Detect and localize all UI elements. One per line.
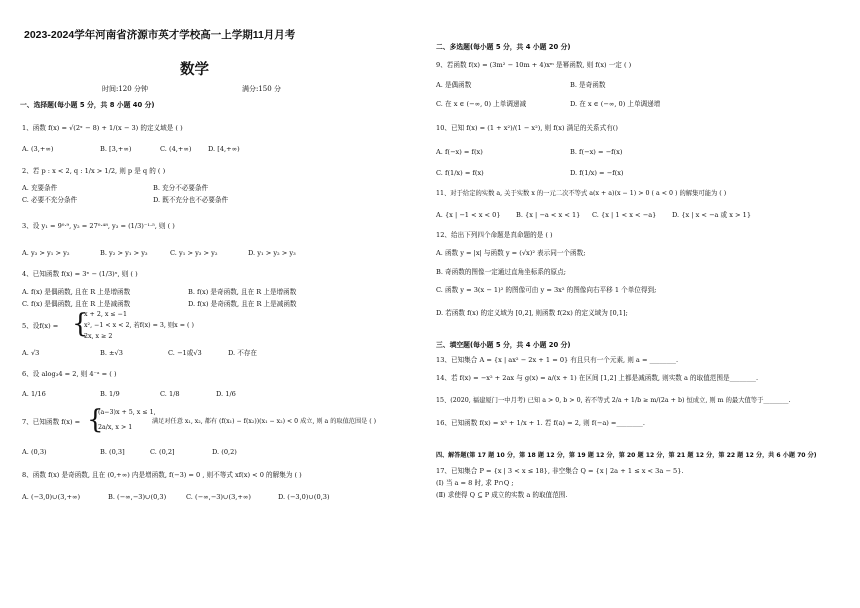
q3-option-a: A. y₃ > y₁ > y₂ <box>22 249 70 257</box>
q7-option-a: A. (0,3) <box>22 448 47 456</box>
q5-case-1: x + 2, x ≤ −1 <box>84 311 127 318</box>
q4-option-b: B. f(x) 是奇函数, 且在 R 上是增函数 <box>188 288 297 296</box>
section-heading-choice: 一、选择题(每小题 5 分，共 8 小题 40 分) <box>20 101 155 109</box>
q10-option-b: B. f(−x) = −f(x) <box>570 148 623 156</box>
q5-option-d: D. 不存在 <box>228 349 258 357</box>
q1-option-c: C. (4,+∞) <box>160 145 192 153</box>
q5-brace: { <box>72 309 89 339</box>
q4-option-a: A. f(x) 是偶函数, 且在 R 上是增函数 <box>22 288 131 296</box>
question-10: 10、已知 f(x) = (1 + x²)/(1 − x²), 则 f(x) 满足的关系式有() <box>436 124 618 132</box>
question-7-condition: 满足对任意 x₁, x₂, 都有 (f(x₁) − f(x₂))(x₁ − x₂) < 0 成立, 则 a 的取值范围是 ( ) <box>152 418 377 425</box>
q8-option-d: D. (−3,0)∪(0,3) <box>278 493 330 501</box>
q11-option-d: D. {x | x < −a 或 x > 1} <box>672 211 752 219</box>
question-13: 13、已知集合 A = {x | ax² − 2x + 1 = 0} 有且只有一个元素, 则 a = ________. <box>436 356 679 364</box>
question-15: 15、(2020, 福建厦门一中月考) 已知 a > 0, b > 0, 若不等式 2/a + 1/b ≥ m/(2a + b) 恒成立, 则 m 的最大值等于________. <box>436 397 791 404</box>
q3-option-c: C. y₁ > y₃ > y₂ <box>170 249 218 257</box>
q6-option-b: B. 1/9 <box>100 390 120 398</box>
exam-title: 2023-2024学年河南省济源市英才学校高一上学期11月月考 <box>24 29 296 41</box>
question-16: 16、已知函数 f(x) = x³ + 1/x + 1. 若 f(a) = 2, 则 f(−a) =________. <box>436 419 645 427</box>
q11-option-c: C. {x | 1 < x < −a} <box>592 211 657 219</box>
question-17-part-2: (Ⅱ) 求使得 Q ⊆ P 成立的实数 a 的取值范围. <box>436 491 568 499</box>
section-heading-answer: 四、解答题(第 17 题 10 分，第 18 题 12 分，第 19 题 12 分，第 20 题 12 分，第 21 题 12 分，第 22 题 12 分，共 6 小题 70 分) <box>436 452 817 459</box>
subject-title: 数学 <box>180 62 209 78</box>
question-6: 6、设 alog₃4 = 2, 则 4⁻ᵃ = ( ) <box>22 370 117 378</box>
q5-case-2: x², −1 < x < 2, 若f(x) = 3, 则x = ( ) <box>84 322 194 329</box>
q10-option-c: C. f(1/x) = f(x) <box>436 169 484 177</box>
q7-option-d: D. (0,2) <box>212 448 237 456</box>
question-14: 14、若 f(x) = −x² + 2ax 与 g(x) = a/(x + 1) 在区间 [1,2] 上都是减函数, 则实数 a 的取值范围是________. <box>436 374 759 382</box>
q10-option-a: A. f(−x) = f(x) <box>436 148 483 156</box>
q8-option-b: B. (−∞,−3)∪(0,3) <box>108 493 167 501</box>
q6-option-c: C. 1/8 <box>160 390 180 398</box>
q3-option-d: D. y₁ > y₂ > y₃ <box>248 249 296 257</box>
q8-option-c: C. (−∞,−3)∪(3,+∞) <box>186 493 251 501</box>
q5-option-a: A. √3 <box>22 349 40 357</box>
q9-option-b: B. 是奇函数 <box>570 81 606 89</box>
q5-option-c: C. −1或√3 <box>168 349 202 357</box>
question-2: 2、若 p : x < 2, q : 1/x > 1/2, 则 p 是 q 的 ( ) <box>22 167 166 175</box>
question-8: 8、函数 f(x) 是奇函数, 且在 (0,+∞) 内是增函数, f(−3) = 0 , 则不等式 xf(x) < 0 的解集为 ( ) <box>22 471 302 479</box>
q1-option-b: B. [3,+∞) <box>100 145 132 153</box>
q12-option-b: B. 奇函数的图像一定通过直角坐标系的原点; <box>436 268 566 276</box>
q9-option-a: A. 是偶函数 <box>436 81 472 89</box>
q7-option-c: C. (0,2] <box>150 448 175 456</box>
q12-option-a: A. 函数 y = |x| 与函数 y = (√x)² 表示同一个函数; <box>436 249 586 257</box>
q7-case-2: 2a/x, x > 1 <box>98 424 133 431</box>
q3-option-b: B. y₂ > y₁ > y₃ <box>100 249 148 257</box>
q2-option-b: B. 充分不必要条件 <box>153 184 209 192</box>
q1-option-a: A. (3,+∞) <box>22 145 54 153</box>
question-11: 11、对于给定的实数 a, 关于实数 x 的一元二次不等式 a(x + a)(x − 1) > 0 ( a < 0 ) 的解集可能为 ( ) <box>436 190 727 197</box>
exam-time: 时间:120 分钟 <box>102 85 148 93</box>
exam-score: 满分:150 分 <box>242 85 281 93</box>
question-9: 9、若函数 f(x) = (3m² − 10m + 4)xᵐ 是幂函数, 则 f(x) 一定 ( ) <box>436 61 632 69</box>
section-heading-multi: 二、多选题(每小题 5 分，共 4 小题 20 分) <box>436 43 571 51</box>
q11-option-b: B. {x | −a < x < 1} <box>516 211 581 219</box>
q1-option-d: D. [4,+∞) <box>208 145 240 153</box>
q4-option-c: C. f(x) 是偶函数, 且在 R 上是减函数 <box>22 300 131 308</box>
q6-option-d: D. 1/6 <box>216 390 236 398</box>
q9-option-d: D. 在 x ∈ (−∞, 0) 上单调递增 <box>570 100 661 108</box>
question-12: 12、给出下列四个命题是真命题的是 ( ) <box>436 231 553 239</box>
q12-option-d: D. 若函数 f(x) 的定义域为 [0,2], 则函数 f(2x) 的定义域为 [0,1]; <box>436 309 628 317</box>
q8-option-a: A. (−3,0)∪(3,+∞) <box>22 493 81 501</box>
q12-option-c: C. 函数 y = 3(x − 1)² 的图像可由 y = 3x² 的图像向右平移 1 个单位得到; <box>436 286 657 294</box>
section-heading-fill: 三、填空题(每小题 5 分，共 4 小题 20 分) <box>436 341 571 349</box>
question-3: 3、设 y₁ = 9⁰·⁹, y₂ = 27⁰·⁴⁸, y₃ = (1/3)⁻¹·⁵, 则 ( ) <box>22 222 175 230</box>
question-17-part-1: (Ⅰ) 当 a = 8 时, 求 P∩Q ; <box>436 479 514 487</box>
q9-option-c: C. 在 x ∈ (−∞, 0) 上单调递减 <box>436 100 527 108</box>
q5-option-b: B. ±√3 <box>100 349 123 357</box>
question-7-prefix: 7、已知函数 f(x) = <box>22 418 81 426</box>
q7-option-b: B. (0,3] <box>100 448 125 456</box>
question-17: 17、已知集合 P = {x | 3 < x ≤ 18}, 非空集合 Q = {x | 2a + 1 ≤ x < 3a − 5}. <box>436 467 684 475</box>
q4-option-d: D. f(x) 是奇函数, 且在 R 上是减函数 <box>188 300 297 308</box>
q7-case-1: (a−3)x + 5, x ≤ 1, <box>98 409 156 416</box>
q2-option-c: C. 必要不充分条件 <box>22 196 78 204</box>
q2-option-a: A. 充要条件 <box>22 184 58 192</box>
q11-option-a: A. {x | −1 < x < 0} <box>436 211 501 219</box>
q6-option-a: A. 1/16 <box>22 390 46 398</box>
question-1: 1、函数 f(x) = √(2ˣ − 8) + 1/(x − 3) 的定义域是 ( ) <box>22 124 183 132</box>
q5-case-3: 2x, x ≥ 2 <box>84 333 113 340</box>
question-5-prefix: 5、设f(x) = <box>22 322 59 330</box>
question-4: 4、已知函数 f(x) = 3ˣ − (1/3)ˣ, 则 ( ) <box>22 270 138 278</box>
q10-option-d: D. f(1/x) = −f(x) <box>570 169 624 177</box>
q7-brace: { <box>87 405 104 435</box>
q2-option-d: D. 既不充分也不必要条件 <box>153 196 229 204</box>
